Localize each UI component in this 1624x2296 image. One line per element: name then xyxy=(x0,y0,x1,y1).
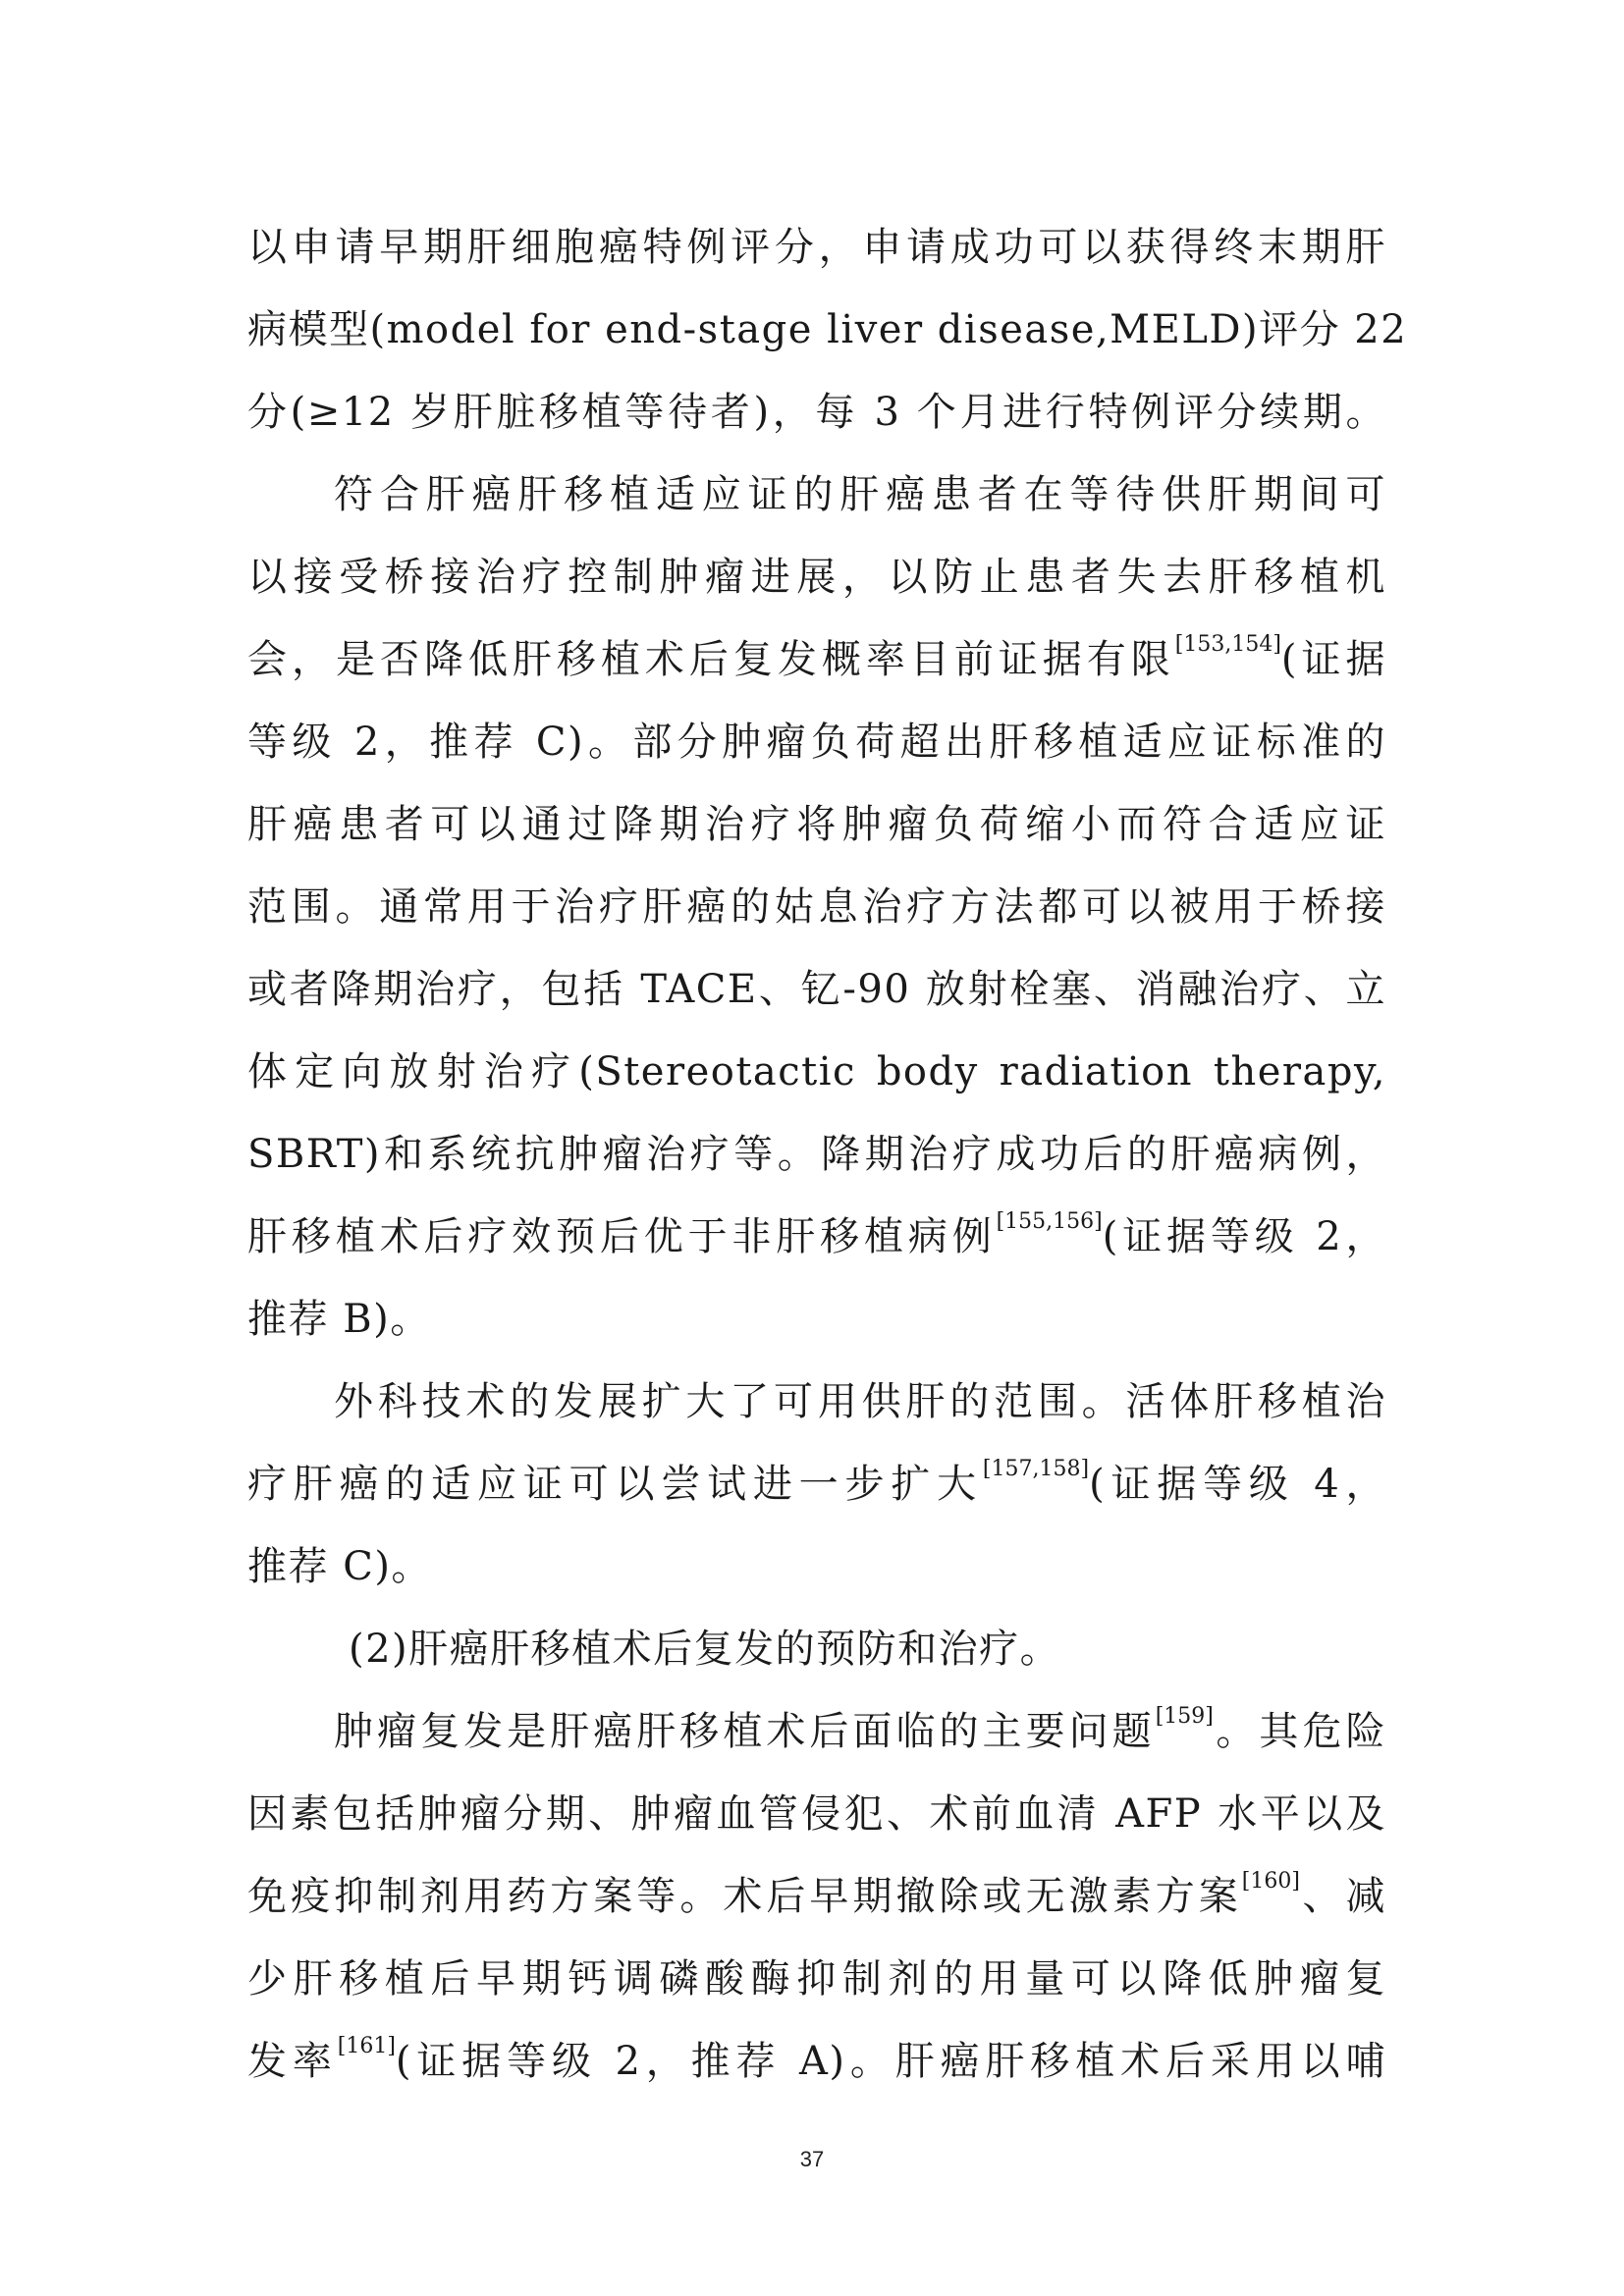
citation-ref: [159] xyxy=(1155,1704,1214,1729)
text-line: SBRT)和系统抗肿瘤治疗等。降期治疗成功后的肝癌病例， xyxy=(247,1132,1386,1177)
text-line: 以申请早期肝细胞癌特例评分，申请成功可以获得终末期肝 xyxy=(247,225,1386,270)
text-segment: (证据等级 2， xyxy=(1102,1214,1387,1259)
text-segment: 肝移植术后疗效预后优于非肝移植病例 xyxy=(247,1214,997,1259)
text-line: 分(≥12 岁肝脏移植等待者)，每 3 个月进行特例评分续期。 xyxy=(247,390,1386,435)
text-line: 外科技术的发展扩大了可用供肝的范围。活体肝移植治 xyxy=(334,1379,1386,1424)
page-number: 37 xyxy=(799,2147,825,2171)
text-line: 或者降期治疗，包括 TACE、钇-90 放射栓塞、消融治疗、立 xyxy=(247,967,1386,1012)
text-segment: 肿瘤复发是肝癌肝移植术后面临的主要问题 xyxy=(334,1709,1156,1754)
section-subheading: (2)肝癌肝移植术后复发的预防和治疗。 xyxy=(349,1627,1061,1672)
citation-ref: [160] xyxy=(1241,1869,1300,1894)
text-segment: 会，是否降低肝移植术后复发概率目前证据有限 xyxy=(247,637,1175,682)
text-line: 范围。通常用于治疗肝癌的姑息治疗方法都可以被用于桥接 xyxy=(247,884,1386,930)
text-line xyxy=(247,1855,1386,1938)
text-segment: 、减 xyxy=(1299,1874,1387,1919)
text-line: 推荐 C)。 xyxy=(247,1544,432,1589)
text-segment: (证据 xyxy=(1280,637,1387,682)
text-line: 因素包括肿瘤分期、肿瘤血管侵犯、术前血清 AFP 水平以及 xyxy=(247,1791,1386,1837)
text-segment: 疗肝癌的适应证可以尝试进一步扩大 xyxy=(247,1462,983,1507)
text-segment: (证据等级 4， xyxy=(1089,1462,1386,1507)
text-line: 符合肝癌肝移植适应证的肝癌患者在等待供肝期间可 xyxy=(334,472,1386,517)
text-segment: 发率 xyxy=(247,2039,338,2084)
text-line xyxy=(247,1443,1386,1525)
text-line: 等级 2，推荐 C)。部分肿瘤负荷超出肝移植适应证标准的 xyxy=(247,720,1386,765)
text-line: 病模型(model for end-stage liver disease,MELD)评分 22 xyxy=(247,307,1408,352)
citation-ref: [161] xyxy=(337,2034,396,2058)
text-segment: (证据等级 2，推荐 A)。肝癌肝移植术后采用以哺 xyxy=(395,2039,1386,2084)
citation-ref: [155,156] xyxy=(996,1209,1103,1234)
text-line: 少肝移植后早期钙调磷酸酶抑制剂的用量可以降低肿瘤复 xyxy=(247,1956,1386,2002)
text-segment: 免疫抑制剂用药方案等。术后早期撤除或无激素方案 xyxy=(247,1874,1242,1919)
text-line xyxy=(247,1196,1386,1278)
citation-ref: [157,158] xyxy=(982,1457,1090,1481)
text-line: 肝癌患者可以通过降期治疗将肿瘤负荷缩小而符合适应证 xyxy=(247,802,1386,847)
text-line xyxy=(247,2020,1386,2103)
text-line: 以接受桥接治疗控制肿瘤进展，以防止患者失去肝移植机 xyxy=(247,555,1386,600)
citation-ref: [153,154] xyxy=(1174,632,1281,657)
text-segment: 。其危险 xyxy=(1213,1709,1387,1754)
text-line xyxy=(334,1690,1386,1773)
text-line: 体定向放射治疗(Stereotactic body radiation therapy, xyxy=(247,1049,1386,1095)
text-line: 推荐 B)。 xyxy=(247,1297,431,1342)
text-line xyxy=(247,618,1386,701)
